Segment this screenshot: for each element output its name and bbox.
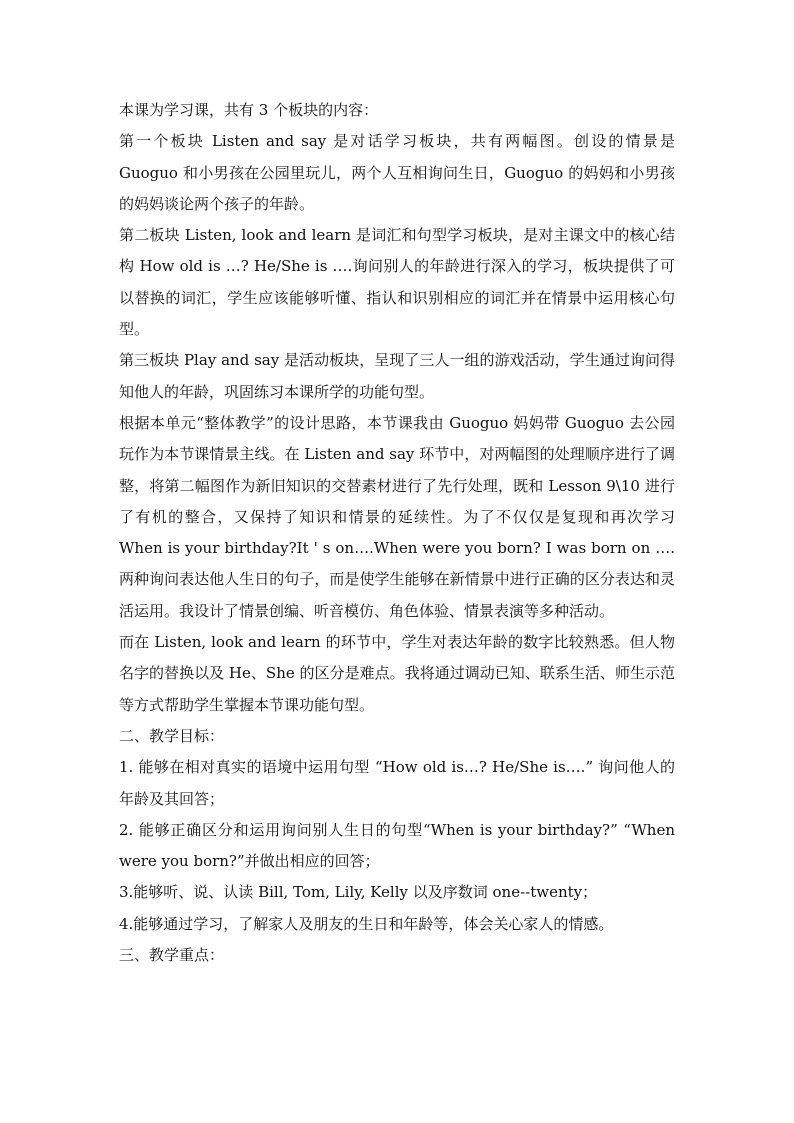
goal-3: 3.能够听、说、认读 Bill, Tom, Lily, Kelly 以及序数词 one--twenty； xyxy=(119,883,598,902)
goal-2: 2. 能够正确区分和运用询问别人生日的句型“When is your birthday?” “When were you born?”并做出相应的回答； xyxy=(119,820,675,871)
section-two-paragraph: 第二板块 Listen, look and learn 是词汇和句型学习板块，是对主课文中的核心结构 How old is …? He/She is ….询问别人的年龄进行深入的学习，板块提供了可以替换的词汇，学生应该能够听懂、指认和识别相应的词汇并在情景中运用核心句型。 xyxy=(119,226,675,339)
teaching-focus-heading: 三、教学重点： xyxy=(119,946,225,965)
design-rationale-paragraph: 根据本单元“整体教学”的设计思路，本节课我由 Guoguo 妈妈带 Guoguo 去公园玩作为本节课情景主线。在 Listen and say 环节中，对两幅图的处理顺序进行了调整，将第二幅图作为新旧知识的交替素材进行了先行处理，既和 Lesson 9\10 进行了有机的整合，又保持了知识和情景的延续性。为了不仅仅是复现和再次学习 When is your birthday?It ' s on….When were you born? I was born on ….两种询问表达他人生日的句子，而是使学生能够在新情景中进行正确的区分表达和灵活运用。我设计了情景创编、听音模仿、角色体验、情景表演等多种活动。 xyxy=(119,413,675,620)
goal-1: 1. 能够在相对真实的语境中运用句型 “How old is…? He/She is….” 询问他人的年龄及其回答； xyxy=(119,758,675,808)
intro-paragraph: 本课为学习课，共有 3 个板块的内容： xyxy=(119,101,379,119)
section-one-paragraph: 第一个板块 Listen and say 是对话学习板块，共有两幅图。创设的情景是 Guoguo 和小男孩在公园里玩儿，两个人互相询问生日，Guoguo 的妈妈和小男孩的妈妈谈论两个孩子的年龄。 xyxy=(119,132,675,213)
teaching-goals-heading: 二、教学目标： xyxy=(119,726,225,745)
difficulty-paragraph: 而在 Listen, look and learn 的环节中，学生对表达年龄的数字比较熟悉。但人物名字的替换以及 He、She 的区分是难点。我将通过调动已知、联系生活、师生示范等方式帮助学生掌握本节课功能句型。 xyxy=(119,633,675,714)
document-body xyxy=(119,95,675,971)
section-three-paragraph: 第三板块 Play and say 是活动板块，呈现了三人一组的游戏活动，学生通过询问得知他人的年龄，巩固练习本课所学的功能句型。 xyxy=(119,351,675,401)
goal-4: 4.能够通过学习，了解家人及朋友的生日和年龄等，体会关心家人的情感。 xyxy=(119,914,614,933)
